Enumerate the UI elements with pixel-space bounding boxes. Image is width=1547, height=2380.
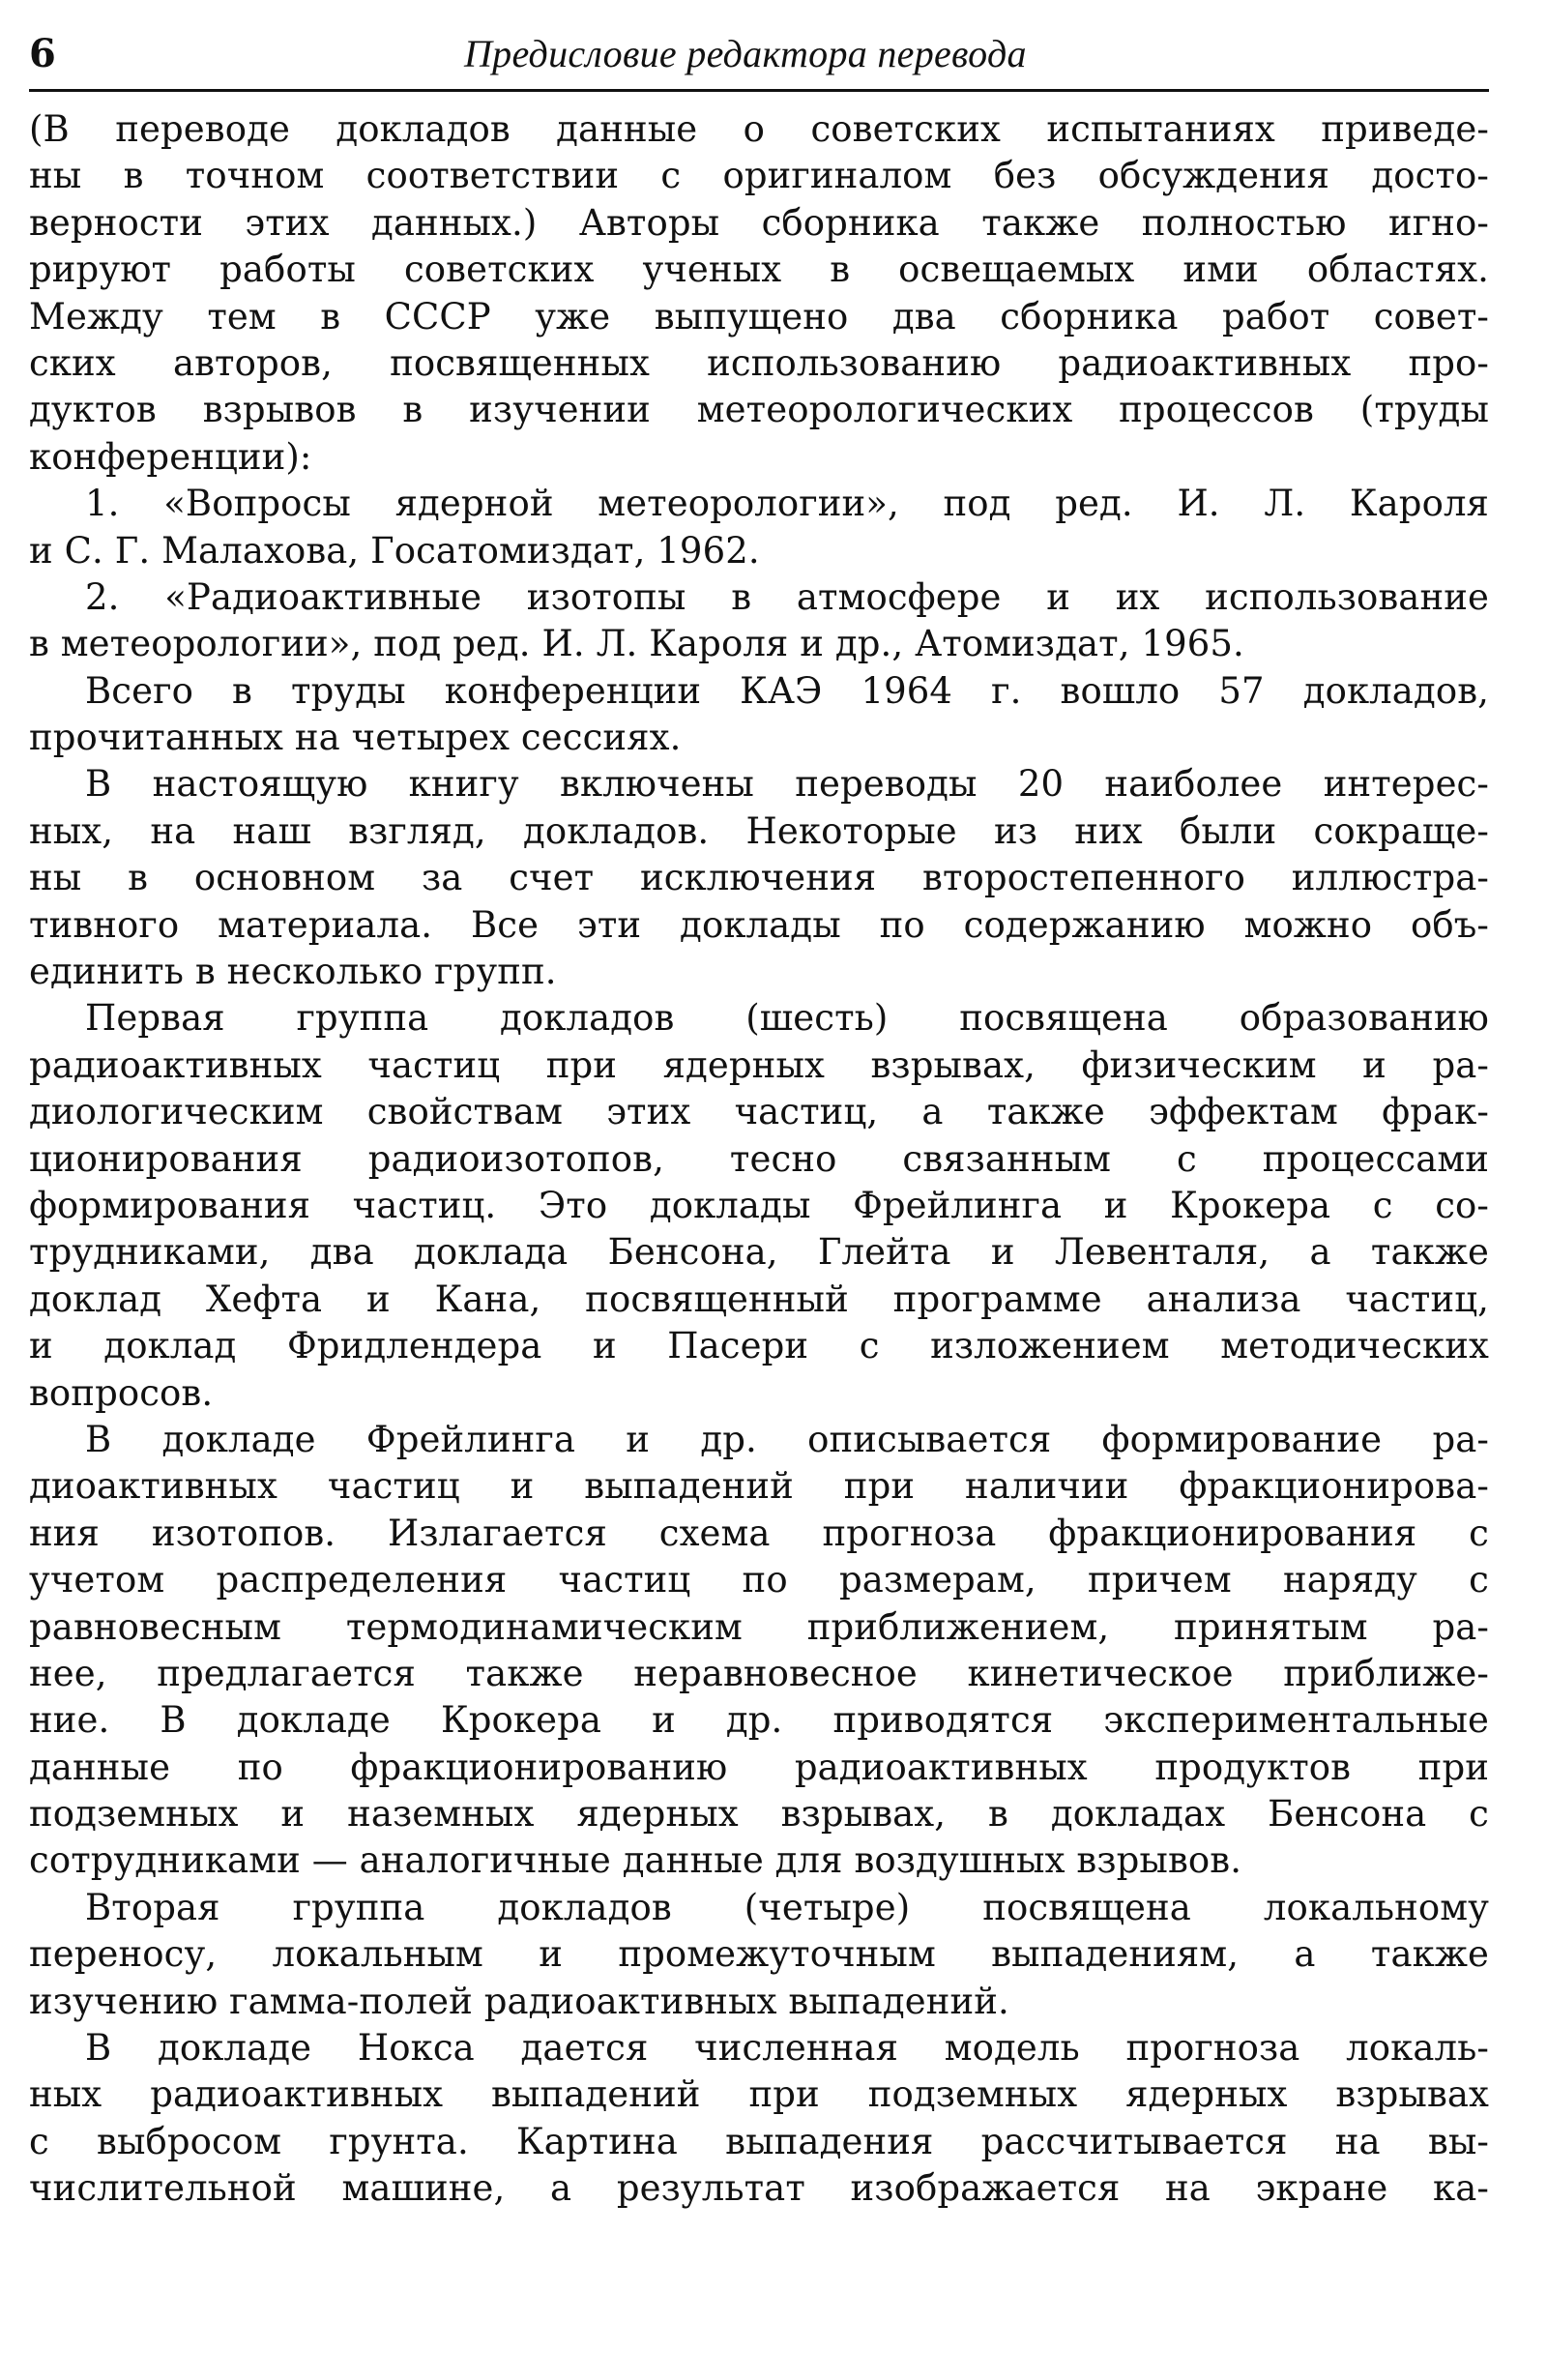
text-line: подземных и наземных ядерных взрывах, в докладах Бенсона с xyxy=(29,1793,1489,1836)
text-line: сотрудниками — аналогичные данные для воздушных взрывов. xyxy=(29,1839,1242,1882)
text-line: 2. «Радиоактивные изотопы в атмосфере и их использование xyxy=(85,575,1489,618)
text-line: нее, предлагается также неравновесное кинетическое приближе- xyxy=(29,1652,1489,1694)
page-header xyxy=(29,27,1489,87)
text-line: В докладе Нокса дается численная модель прогноза локаль- xyxy=(85,2027,1489,2070)
text-line: равновесным термодинамическим приближением, принятым ра- xyxy=(29,1605,1489,1648)
text-line: диологическим свойствам этих частиц, а также эффектам фрак- xyxy=(29,1091,1489,1133)
text-line: учетом распределения частиц по размерам, причем наряду с xyxy=(29,1559,1489,1601)
text-line: данные по фракционированию радиоактивных продуктов при xyxy=(29,1746,1489,1788)
text-line: Между тем в СССР уже выпущено два сборника работ совет- xyxy=(29,295,1489,338)
text-line: числительной машине, а результат изображается на экране ка- xyxy=(29,2167,1489,2210)
text-line: ных радиоактивных выпадений при подземных ядерных взрывах xyxy=(29,2073,1489,2116)
text-line: (В переводе докладов данные о советских испытаниях приведе- xyxy=(29,108,1489,150)
text-line: ных, на наш взгляд, докладов. Некоторые из них были сокраще- xyxy=(29,809,1489,852)
text-line: ционирования радиоизотопов, тесно связанным с процессами xyxy=(29,1137,1489,1180)
text-line: ны в точном соответствии с оригиналом без обсуждения досто- xyxy=(29,155,1489,197)
text-line: ских авторов, посвященных использованию радиоактивных про- xyxy=(29,341,1489,384)
text-line: и доклад Фридлендера и Пасери с изложением методических xyxy=(29,1325,1489,1367)
text-line: дуктов взрывов в изучении метеорологических процессов (труды xyxy=(29,389,1489,431)
text-line: тивного материала. Все эти доклады по содержанию можно объ- xyxy=(29,903,1489,946)
text-line: формирования частиц. Это доклады Фрейлинга и Крокера с со- xyxy=(29,1184,1489,1226)
text-line: в метеорологии», под ред. И. Л. Кароля и др., Атомиздат, 1965. xyxy=(29,623,1244,665)
text-line: верности этих данных.) Авторы сборника также полностью игно- xyxy=(29,201,1489,244)
text-line: переносу, локальным и промежуточным выпадениям, а также xyxy=(29,1933,1489,1976)
text-line: с выбросом грунта. Картина выпадения рассчитывается на вы- xyxy=(29,2120,1489,2162)
text-line: конференции): xyxy=(29,435,312,478)
body-text xyxy=(29,106,1489,2365)
running-title: Предисловие редактора перевода xyxy=(464,32,1027,75)
text-line: 1. «Вопросы ядерной метеорологии», под ред. И. Л. Кароля xyxy=(85,483,1489,525)
text-line: радиоактивных частиц при ядерных взрывах, физическим и ра- xyxy=(29,1043,1489,1086)
text-line: доклад Хефта и Кана, посвященный программе анализа частиц, xyxy=(29,1278,1489,1320)
text-line: изучению гамма-полей радиоактивных выпадений. xyxy=(29,1980,1009,2022)
text-line: прочитанных на четырех сессиях. xyxy=(29,717,682,759)
text-line: ния изотопов. Излагается схема прогноза фракционирования с xyxy=(29,1512,1489,1554)
text-line: Вторая группа докладов (четыре) посвящена локальному xyxy=(85,1886,1489,1928)
page-number: 6 xyxy=(29,31,56,76)
text-line: рируют работы советских ученых в освещаемых ими областях. xyxy=(29,249,1489,291)
text-line: трудниками, два доклада Бенсона, Глейта и Левенталя, а также xyxy=(29,1231,1489,1274)
header-rule xyxy=(29,89,1489,92)
text-line: Первая группа докладов (шесть) посвящена образованию xyxy=(85,997,1489,1040)
text-line: В настоящую книгу включены переводы 20 наиболее интерес- xyxy=(85,763,1489,806)
text-line: единить в несколько групп. xyxy=(29,951,557,993)
text-line: ны в основном за счет исключения второстепенного иллюстра- xyxy=(29,857,1489,899)
text-line: вопросов. xyxy=(29,1371,214,1414)
text-line: В докладе Фрейлинга и др. описывается формирование ра- xyxy=(85,1418,1489,1460)
text-line: Всего в труды конференции КАЭ 1964 г. вошло 57 докладов, xyxy=(85,669,1489,712)
text-line: диоактивных частиц и выпадений при наличии фракционирова- xyxy=(29,1465,1489,1508)
text-line: и С. Г. Малахова, Госатомиздат, 1962. xyxy=(29,529,760,572)
text-line: ние. В докладе Крокера и др. приводятся экспериментальные xyxy=(29,1699,1489,1742)
